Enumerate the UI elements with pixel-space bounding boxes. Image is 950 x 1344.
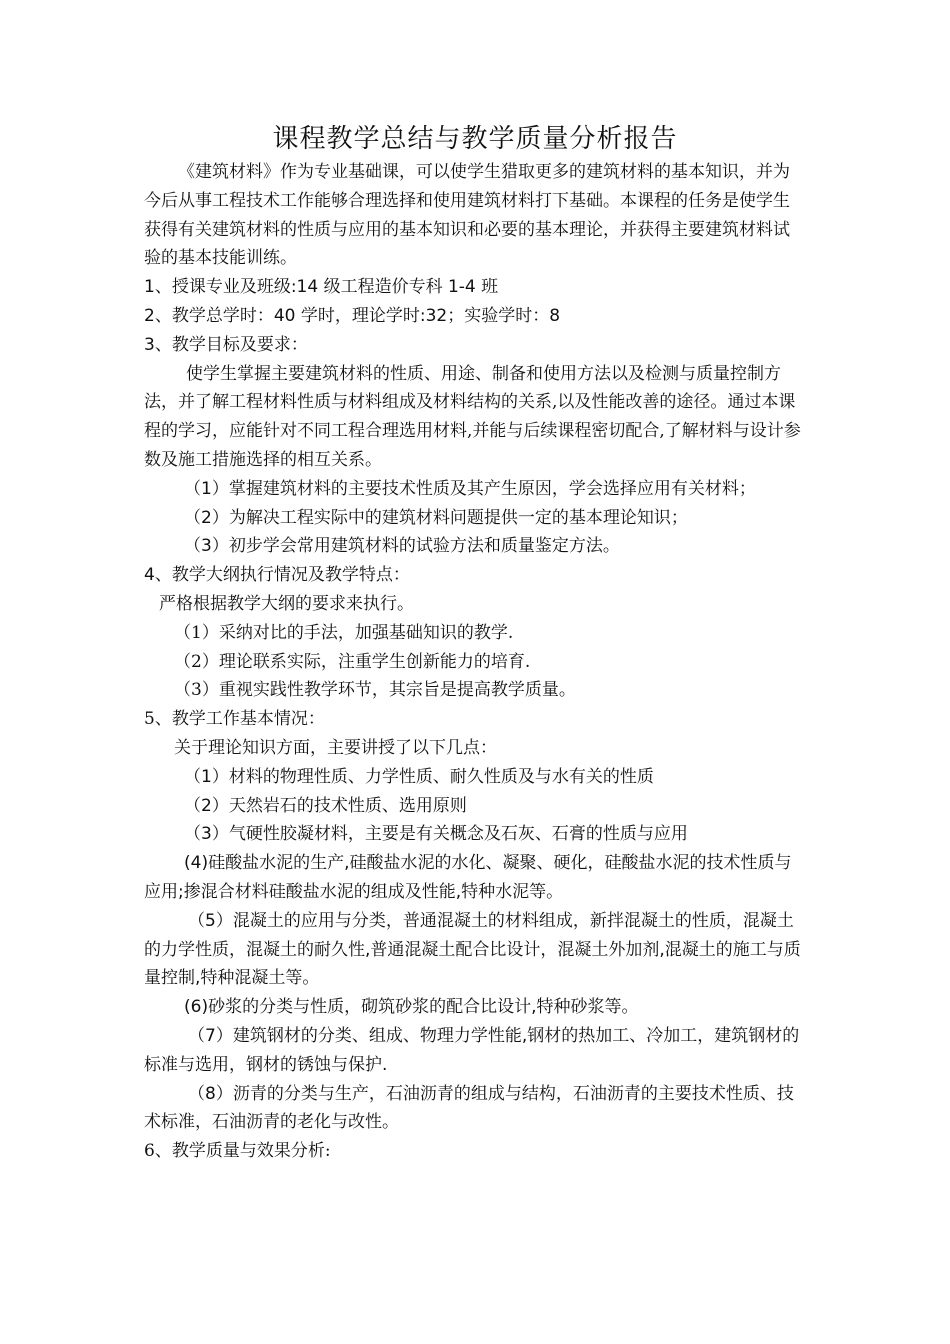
section-5-text: 关于理论知识方面，主要讲授了以下几点： — [174, 737, 497, 758]
section-3-heading: 3、教学目标及要求： — [144, 334, 308, 355]
goal-item: （1）掌握建筑材料的主要技术性质及其产生原因，学会选择应用有关材料； — [184, 478, 756, 499]
goal-item: （3）初步学会常用建筑材料的试验方法和质量鉴定方法。 — [184, 536, 620, 557]
topic-item: (4)硅酸盐水泥的生产,硅酸盐水泥的水化、凝聚、硬化，硅酸盐水泥的技术性质与应用;掺混合材料硅酸盐水泥的组成及性能,特种水泥等。 — [144, 853, 792, 902]
goals-paragraph: 使学生掌握主要建筑材料的性质、用途、制备和使用方法以及检测与质量控制方法，并了解工程材料性质与材料组成及材料结构的关系,以及性能改善的途径。通过本课程的学习，应能针对不同工程合理选用材料,并能与后续课程密切配合,了解材料与设计参数及施工措施选择的相互关系。 — [144, 363, 801, 470]
topic-item: （1）材料的物理性质、力学性质、耐久性质及与水有关的性质 — [184, 766, 654, 787]
section-2-hours: 2、教学总学时：40 学时，理论学时:32；实验学时：8 — [144, 305, 561, 326]
topic-item: （3）气硬性胶凝材料，主要是有关概念及石灰、石膏的性质与应用 — [184, 824, 688, 845]
document-body — [144, 158, 804, 1166]
section-1-class-info: 1、授课专业及班级:14 级工程造价专科 1-4 班 — [144, 277, 499, 298]
section-6-heading: 6、教学质量与效果分析: — [144, 1141, 331, 1162]
section-5-heading: 5、教学工作基本情况： — [144, 709, 325, 730]
feature-item: （3）重视实践性教学环节，其宗旨是提高教学质量。 — [174, 680, 576, 701]
topic-item: （7）建筑钢材的分类、组成、物理力学性能,钢材的热加工、冷加工，建筑钢材的标准与选用，钢材的锈蚀与保护. — [144, 1025, 800, 1075]
topic-item: (6)砂浆的分类与性质，砌筑砂浆的配合比设计,特种砂浆等。 — [184, 997, 639, 1018]
section-4-heading: 4、教学大纲执行情况及教学特点： — [144, 565, 410, 586]
document-title: 课程教学总结与教学质量分析报告 — [272, 124, 678, 154]
topic-item: （5）混凝土的应用与分类，普通混凝土的材料组成，新拌混凝土的性质，混凝土的力学性质，混凝土的耐久性,普通混凝土配合比设计，混凝土外加剂,混凝土的施工与质量控制,特种混凝土等。 — [144, 910, 801, 989]
topic-item: （8）沥青的分类与生产，石油沥青的组成与结构，石油沥青的主要技术性质、技术标准，石油沥青的老化与改性。 — [144, 1083, 794, 1133]
intro-paragraph: 《建筑材料》作为专业基础课，可以使学生猎取更多的建筑材料的基本知识，并为今后从事工程技术工作能够合理选择和使用建筑材料打下基础。本课程的任务是使学生获得有关建筑材料的性质与应用的基本知识和必要的基本理论，并获得主要建筑材料试验的基本技能训练。 — [144, 162, 790, 269]
topic-item: （2）天然岩石的技术性质、选用原则 — [184, 795, 467, 816]
feature-item: （1）采纳对比的手法，加强基础知识的教学. — [174, 622, 514, 643]
feature-item: （2）理论联系实际，注重学生创新能力的培育. — [174, 651, 531, 672]
goal-item: （2）为解决工程实际中的建筑材料问题提供一定的基本理论知识； — [184, 507, 688, 528]
section-4-text: 严格根据教学大纲的要求来执行。 — [159, 593, 414, 614]
